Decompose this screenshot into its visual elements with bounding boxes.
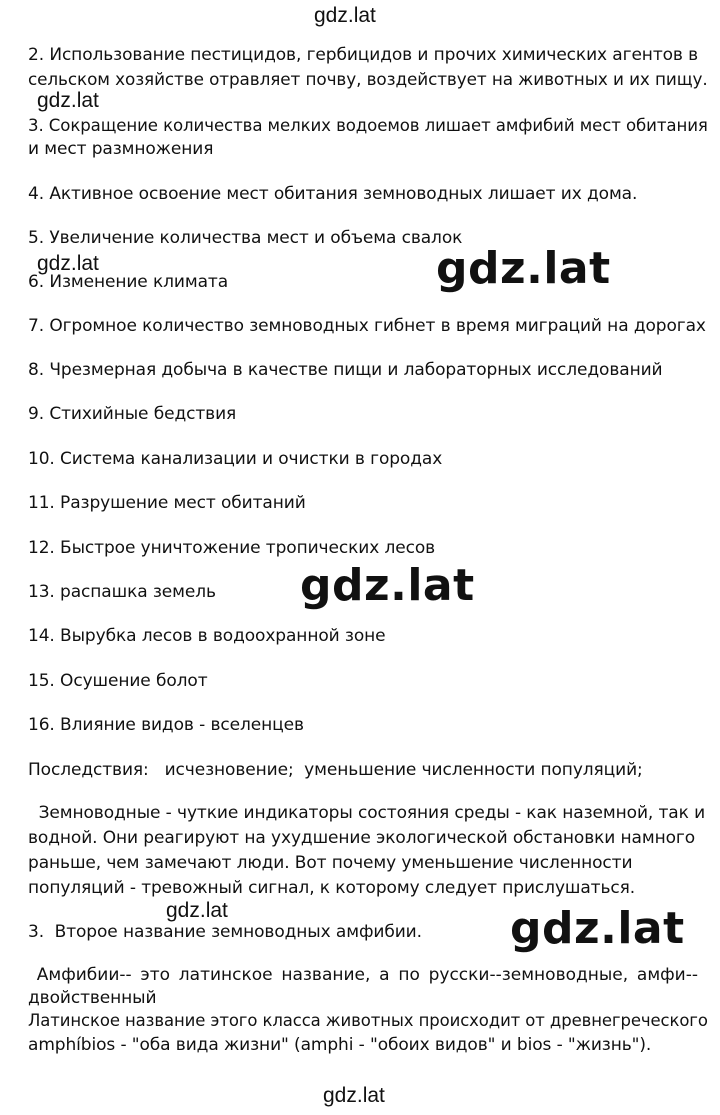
- answer-line-3: Латинское название этого класса животных происходит от древнегреческого: [28, 1011, 708, 1031]
- indicators-line-2: водной. Они реагируют на ухудшение экологической обстановки намного: [28, 828, 696, 848]
- list-item-14: 14. Вырубка лесов в водоохранной зоне: [28, 626, 386, 646]
- indicators-line-1: Земноводные - чуткие индикаторы состояния среды - как наземной, так и: [28, 803, 706, 823]
- list-item-10: 10. Система канализации и очистки в городах: [28, 449, 443, 469]
- watermark-big-2: gdz.lat: [300, 560, 475, 611]
- watermark-left-1: gdz.lat: [37, 89, 99, 112]
- answer-paragraph: [28, 964, 698, 986]
- list-item-9: 9. Стихийные бедствия: [28, 404, 237, 424]
- list-item-2-line-1: 2. Использование пестицидов, гербицидов и прочих химических агентов в: [28, 45, 699, 65]
- watermark-left-2: gdz.lat: [37, 252, 99, 275]
- watermark-small-mid: gdz.lat: [166, 899, 228, 922]
- indicators-line-4: популяций - тревожный сигнал, к которому следует прислушаться.: [28, 878, 636, 898]
- list-item-3-line-1: 3. Сокращение количества мелких водоемов лишает амфибий мест обитания: [28, 116, 708, 136]
- list-item-7: 7. Огромное количество земноводных гибнет в время миграций на дорогах: [28, 316, 706, 336]
- list-item-12: 12. Быстрое уничтожение тропических лесов: [28, 538, 436, 558]
- answer-line-2: двойственный: [28, 988, 157, 1008]
- watermark-big-3: gdz.lat: [510, 903, 685, 954]
- list-item-15: 15. Осушение болот: [28, 671, 208, 691]
- list-item-5: 5. Увеличение количества мест и объема свалок: [28, 228, 463, 248]
- list-item-8: 8. Чрезмерная добыча в качестве пищи и лабораторных исследований: [28, 360, 663, 380]
- list-item-2-line-2: сельском хозяйстве отравляет почву, воздействует на животных и их пищу.: [28, 70, 708, 90]
- list-item-4: 4. Активное освоение мест обитания земноводных лишает их дома.: [28, 184, 638, 204]
- watermark-top: gdz.lat: [314, 4, 376, 27]
- list-item-11: 11. Разрушение мест обитаний: [28, 493, 306, 513]
- list-item-6: 6. Изменение климата: [28, 272, 229, 292]
- watermark-bottom: gdz.lat: [323, 1084, 385, 1107]
- consequences-text: Последствия: исчезновение; уменьшение численности популяций;: [28, 760, 643, 780]
- list-item-16: 16. Влияние видов - вселенцев: [28, 715, 304, 735]
- indicators-line-3: раньше, чем замечают люди. Вот почему уменьшение численности: [28, 853, 633, 873]
- list-item-3-line-2: и мест размножения: [28, 139, 214, 159]
- answer-line-1: Амфибии-- это латинское название, а по русски--земноводные, амфи--: [28, 965, 698, 985]
- watermark-big-1: gdz.lat: [436, 243, 611, 294]
- list-item-13: 13. распашка земель: [28, 582, 216, 602]
- answer-line-4: amphíbios - "оба вида жизни" (amphi - "обоих видов" и bios - "жизнь").: [28, 1035, 652, 1055]
- question-3: 3. Второе название земноводных амфибии.: [28, 922, 422, 942]
